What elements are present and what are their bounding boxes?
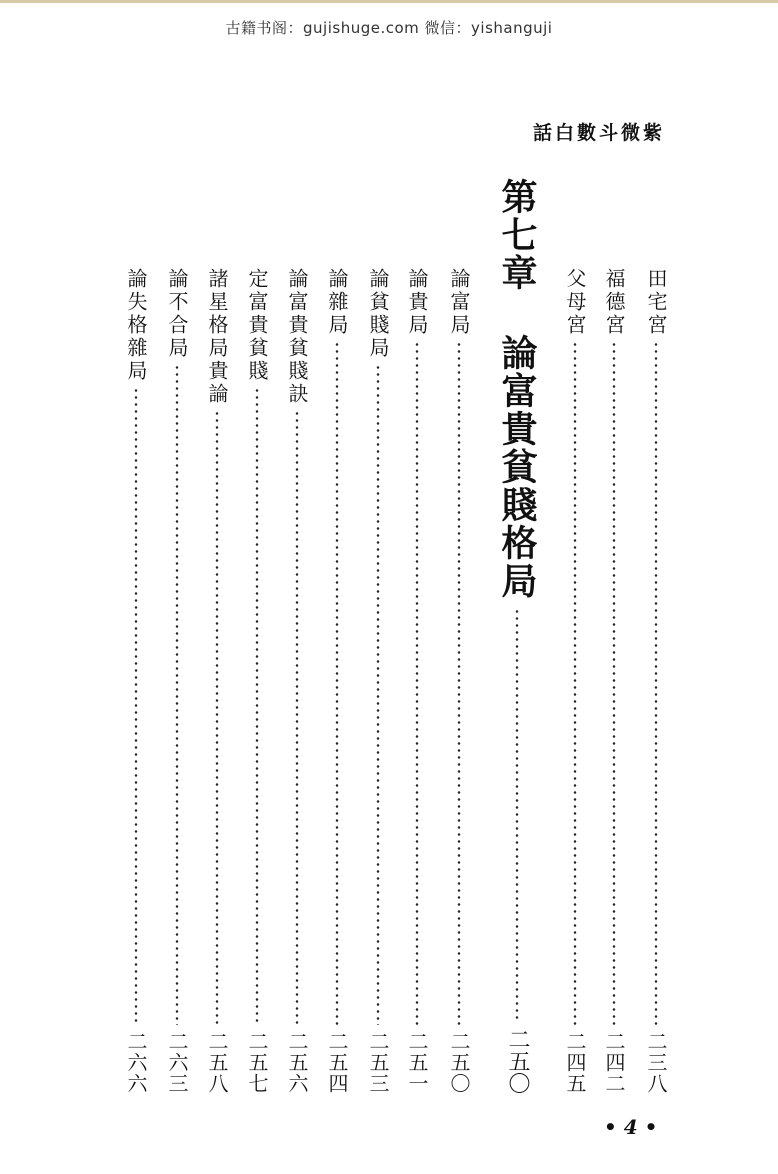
running-head: 紫微斗數白話: [532, 122, 665, 144]
toc-entry[interactable]: [204, 268, 230, 1094]
toc-entry-title: 定富貴貧賤: [245, 268, 269, 383]
toc-entry[interactable]: [562, 268, 588, 1094]
toc-entry-title: 論貧賤局: [366, 268, 390, 360]
toc-entry-title: 論不合局: [165, 268, 189, 360]
toc-entry[interactable]: [164, 268, 190, 1094]
toc-entry-title: 父母宮: [563, 268, 587, 337]
dot-leader: [515, 608, 519, 1022]
toc-entry-page: 二五八: [205, 1031, 229, 1094]
chapter-page: 二五〇: [505, 1028, 530, 1094]
toc-entry[interactable]: [284, 268, 310, 1094]
toc-entry-title: 福德宮: [602, 268, 626, 337]
toc-entry-title: 論失格雜局: [124, 268, 148, 383]
watermark-text: 古籍书阁：gujishuge.com 微信：yishanguji: [225, 19, 553, 37]
chapter-heading[interactable]: [496, 178, 538, 1094]
top-rule: [0, 0, 778, 3]
toc-entry-title: 論富貴貧賤訣: [285, 268, 309, 406]
toc-entry[interactable]: [365, 268, 391, 1094]
dot-leader: [376, 364, 380, 1025]
dot-leader: [654, 341, 658, 1025]
dot-leader: [134, 387, 138, 1025]
dot-leader: [255, 387, 259, 1025]
toc-entry-page: 二五六: [285, 1031, 309, 1094]
dot-leader: [415, 341, 419, 1025]
toc-entry-page: 二五七: [245, 1031, 269, 1094]
dot-leader: [573, 341, 577, 1025]
toc-entry-page: 二六六: [124, 1031, 148, 1094]
toc-entry-title: 論雜局: [325, 268, 349, 337]
dot-leader: [612, 341, 616, 1025]
toc-entry-title: 論富局: [447, 268, 471, 337]
toc-entry[interactable]: [244, 268, 270, 1094]
dot-leader: [215, 410, 219, 1025]
page-number: • 4 •: [604, 1115, 658, 1139]
toc-entry-title: 田宅宮: [644, 268, 668, 337]
toc-entry-page: 二五四: [325, 1031, 349, 1094]
dot-leader: [175, 364, 179, 1025]
chapter-label: 第七章: [496, 178, 538, 292]
toc-entry[interactable]: [324, 268, 350, 1094]
toc-entry-page: 二五〇: [447, 1031, 471, 1094]
toc-entry-page: 二五一: [405, 1031, 429, 1094]
dot-leader: [335, 341, 339, 1025]
toc-entry-page: 二四五: [563, 1031, 587, 1094]
toc-entry[interactable]: [123, 268, 149, 1094]
toc-entry-page: 二四二: [602, 1031, 626, 1094]
toc-entry-page: 二三八: [644, 1031, 668, 1094]
toc-entry-page: 二五三: [366, 1031, 390, 1094]
dot-leader: [457, 341, 461, 1025]
toc-entry-page: 二六三: [165, 1031, 189, 1094]
dot-leader: [295, 410, 299, 1025]
toc-entry[interactable]: [446, 268, 472, 1094]
toc-entry[interactable]: [404, 268, 430, 1094]
toc-entry-title: 諸星格局貴論: [205, 268, 229, 406]
toc-entry[interactable]: [643, 268, 669, 1094]
toc-entry[interactable]: [601, 268, 627, 1094]
chapter-title: 論富貴貧賤格局: [496, 334, 538, 600]
toc-entry-title: 論貴局: [405, 268, 429, 337]
